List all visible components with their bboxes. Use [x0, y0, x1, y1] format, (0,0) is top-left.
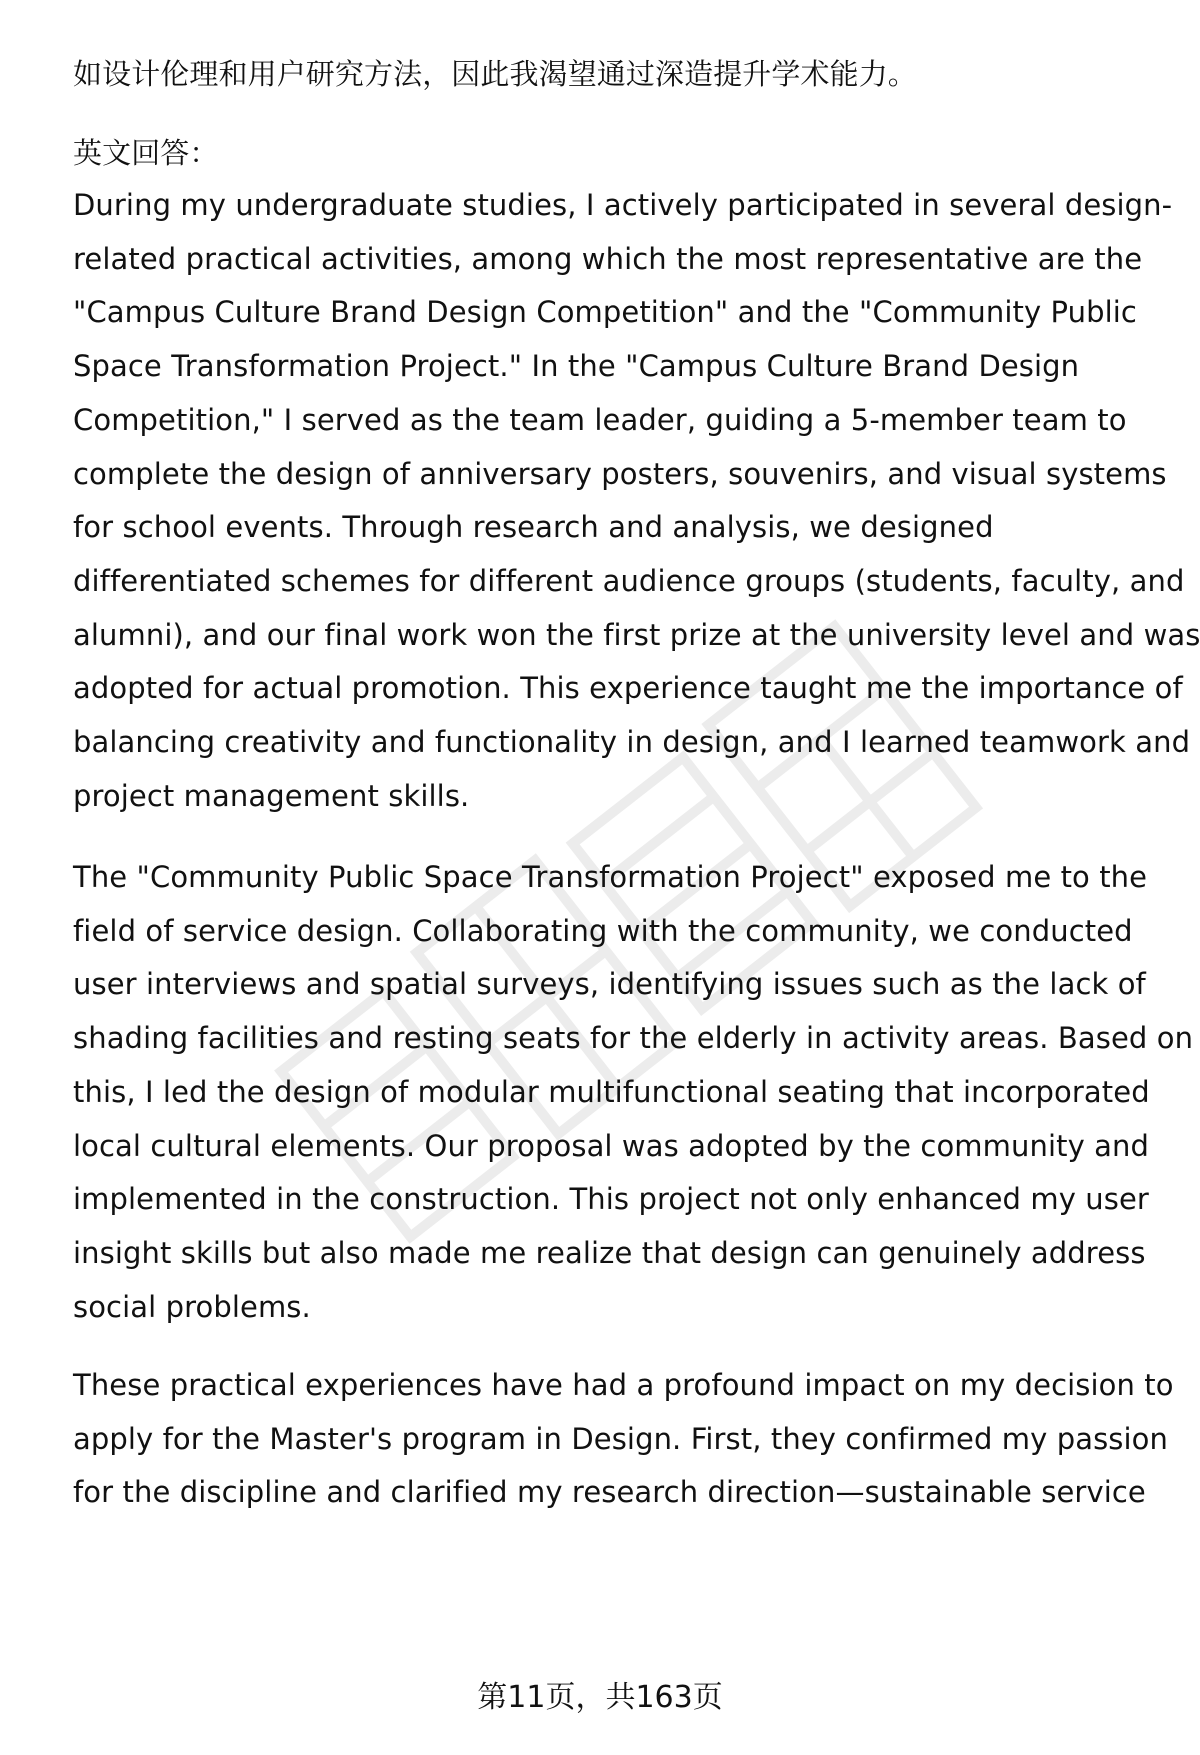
paragraph-line: complete the design of anniversary posters, souvenirs, and visual systems: [73, 456, 1167, 491]
section-label: 英文回答：: [73, 136, 219, 170]
paragraph-line: user interviews and spatial surveys, identifying issues such as the lack of: [73, 967, 1146, 1002]
paragraph-line: The "Community Public Space Transformation Project" exposed me to the: [73, 860, 1148, 894]
paragraph-line: During my undergraduate studies, I actively participated in several design-: [73, 188, 1173, 222]
paragraph-line: social problems.: [73, 1289, 311, 1324]
paragraph-line: local cultural elements. Our proposal was adopted by the community and: [73, 1128, 1150, 1163]
paragraph-line: adopted for actual promotion. This experience taught me the importance of: [73, 671, 1183, 706]
paragraph-line: Competition," I served as the team leader, guiding a 5-member team to: [73, 402, 1127, 437]
paragraph-line: field of service design. Collaborating with the community, we conducted: [73, 913, 1133, 948]
paragraph-line: project management skills.: [73, 778, 470, 813]
paragraph-line: alumni), and our final work won the first prize at the university level and was: [73, 617, 1200, 652]
paragraph-line: balancing creativity and functionality in design, and I learned teamwork and: [73, 725, 1191, 759]
paragraph-line: Space Transformation Project." In the "Campus Culture Brand Design: [73, 349, 1080, 384]
paragraph-line: this, I led the design of modular multifunctional seating that incorporated: [73, 1074, 1150, 1109]
paragraph-line: for the discipline and clarified my research direction—sustainable service: [73, 1475, 1146, 1510]
paragraph-line: implemented in the construction. This project not only enhanced my user: [73, 1182, 1149, 1217]
paragraph-line: for school events. Through research and analysis, we designed: [73, 510, 994, 545]
paragraph-line: related practical activities, among which the most representative are the: [73, 241, 1143, 276]
paragraph-line: "Campus Culture Brand Design Competition" and the "Community Public: [73, 295, 1137, 330]
paragraph-line: differentiated schemes for different audience groups (students, faculty, and: [73, 563, 1185, 598]
paragraph-line: These practical experiences have had a profound impact on my decision to: [73, 1368, 1174, 1402]
intro-line: 如设计伦理和用户研究方法，因此我渴望通过深造提升学术能力。: [73, 57, 917, 91]
paragraph-line: shading facilities and resting seats for the elderly in activity areas. Based on: [73, 1021, 1194, 1056]
paragraph-line: insight skills but also made me realize that design can genuinely address: [73, 1235, 1146, 1270]
paragraph-line: apply for the Master's program in Design. First, they confirmed my passion: [73, 1421, 1168, 1456]
page-indicator: 第11页，共163页: [477, 1680, 723, 1715]
